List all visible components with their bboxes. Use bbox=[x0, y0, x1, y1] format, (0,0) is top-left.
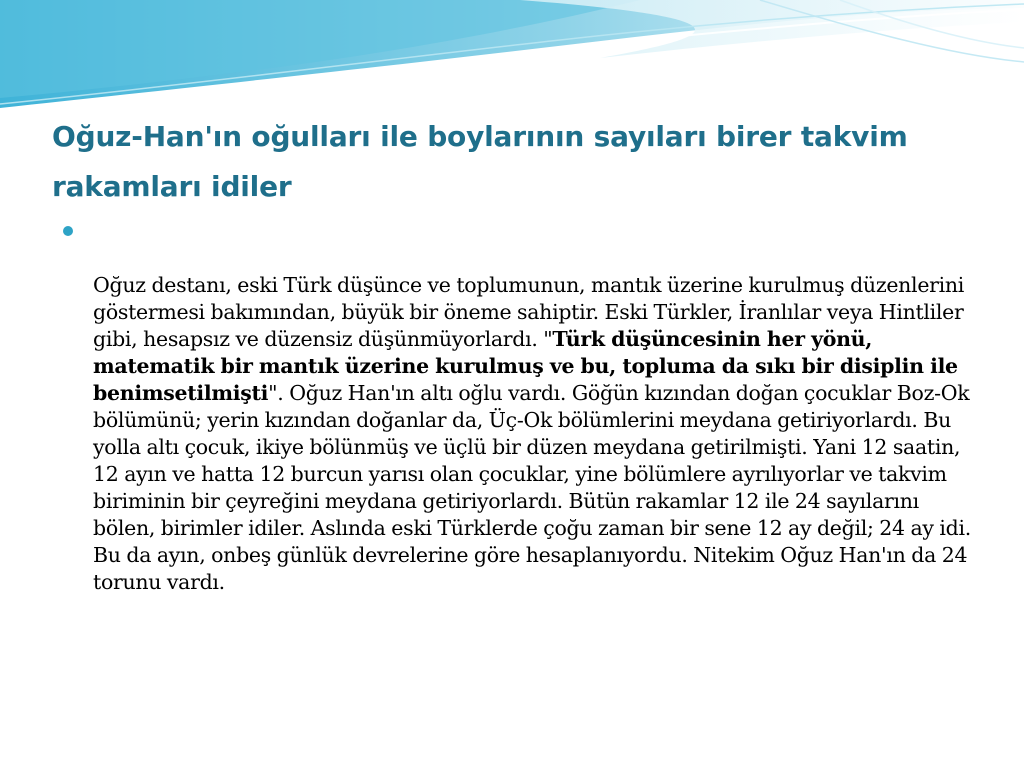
slide-title: Oğuz-Han'ın oğulları ile boylarının sayıları birer takvim rakamları idiler bbox=[52, 120, 908, 203]
body-emphasis-text: Türk düşüncesinin her yönü, matematik bir mantık üzerine kurulmuş ve bu, topluma da sıkı bir disiplin ile benimsetilmişti bbox=[93, 327, 958, 405]
body-intro-text: Oğuz destanı, eski Türk düşünce ve toplumunun, mantık üzerine kurulmuş düzenlerini göstermesi bakımından, büyük bir öneme sahiptir. Eski Türkler, İranlılar veya Hintliler gibi, hesapsız ve düzensiz düşünmüyorlardı. " bbox=[93, 273, 965, 351]
body-rest-text: ". Oğuz Han'ın altı oğlu vardı. Göğün kızından doğan çocuklar Boz-Ok bölümünü; yerin kızından doğanlar da, Üç-Ok bölümlerini meydana getiriyorlardı. Bu yolla altı çocuk, ikiye bölünmüş ve üçlü bir düzen meydana getirilmişti. Yani 12 saatin, 12 ayın ve hatta 12 burcun yarısı olan çocuklar, yine bölümlere ayrılıyorlar ve takvim biriminin bir çeyreğini meydana getiriyorlardı. Bütün rakamlar 12 ile 24 sayılarını bölen, birimler idiler. Aslında eski Türklerde çoğu zaman bir sene 12 ay değil; 24 ay idi. Bu da ayın, onbeş günlük devrelerine göre hesaplanıyordu. Nitekim Oğuz Han'ın da 24 torunu vardı. bbox=[93, 381, 971, 594]
body-paragraph bbox=[93, 272, 973, 596]
header-wave-decoration bbox=[0, 0, 1024, 120]
bullet-icon bbox=[63, 226, 73, 236]
